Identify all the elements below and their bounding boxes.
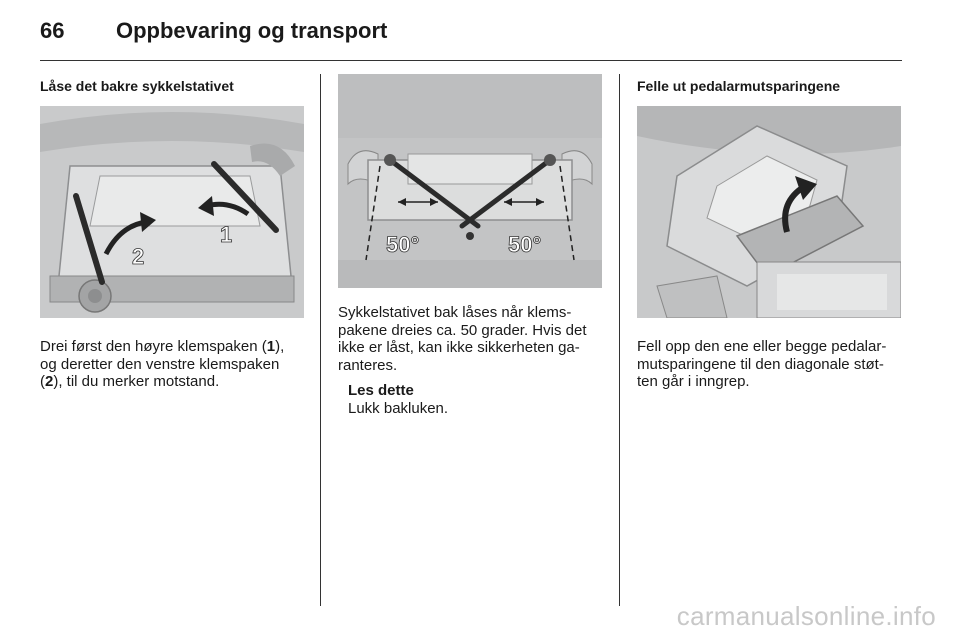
figure-angle-50 <box>338 74 602 288</box>
angle-label-left: 50° <box>386 232 420 257</box>
figure-pedal-recess <box>637 106 901 318</box>
ref-1: 1 <box>266 338 276 355</box>
paragraph-angle: Sykkelstativet bak låses når klems-pakene dreies ca. 50 grader. Hvis det ikke er låst, kan ikke sikkerheten ga-ranteres. <box>338 304 587 374</box>
text-part: Drei først den høyre klemspaken ( <box>40 338 267 355</box>
header-divider <box>40 60 902 61</box>
watermark: carmanualsonline.info <box>676 601 936 631</box>
pedal-recess-illustration <box>637 106 901 318</box>
section-heading-lock-rack: Låse det bakre sykkelstativet <box>40 78 234 94</box>
paragraph-lock-rack <box>40 338 304 391</box>
page-header <box>40 18 387 48</box>
column-lock-rack <box>40 74 304 391</box>
paragraph-pedal-recesses: Fell opp den ene eller begge pedalar-mutsparingene til den diagonale støt-ten går i inngrep. <box>637 338 887 390</box>
column-pedal-recesses <box>637 74 903 391</box>
page-number: 66 <box>40 18 65 43</box>
text-part: ), og deretter den venstre klemspaken ( <box>40 338 285 390</box>
text-part: ), til du merker motstand. <box>53 373 220 390</box>
callout-1: 1 <box>220 222 233 247</box>
clamp-levers-illustration <box>40 106 304 318</box>
note-text: Lukk bakluken. <box>348 399 449 417</box>
callout-2: 2 <box>132 244 145 269</box>
ref-2: 2 <box>45 373 54 390</box>
angle-label-right: 50° <box>508 232 542 257</box>
column-angle <box>338 74 604 417</box>
page-title: Oppbevaring og transport <box>116 18 388 43</box>
column-divider-right <box>619 74 620 606</box>
column-divider-left <box>320 74 321 606</box>
section-heading-pedal-recesses: Felle ut pedalarmutsparingene <box>637 78 841 94</box>
note-title: Les dette <box>348 382 414 399</box>
figure-clamp-levers <box>40 106 304 318</box>
angle-illustration <box>338 74 602 288</box>
